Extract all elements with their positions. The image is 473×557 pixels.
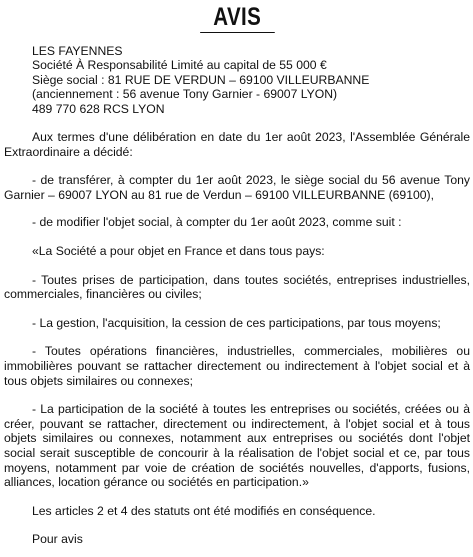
paragraph-operations: - Toutes opérations financières, industrielles, commerciales, mobilières ou immobilières pouvant se rattacher directement ou indirectement à l'objet social et à tous objets similaires ou connexes; — [4, 344, 470, 388]
notice-title: AVIS — [200, 2, 274, 33]
paragraph-management: - La gestion, l'acquisition, la cession de ces participations, par tous moyens; — [32, 315, 441, 330]
company-rcs: 489 770 628 RCS LYON — [32, 101, 165, 116]
title-block — [4, 0, 470, 33]
paragraph-participations: - Toutes prises de participation, dans toutes sociétés, entreprises industrielles, commerciales, financières ou civiles; — [4, 272, 470, 302]
paragraph-deliberation: Aux termes d'une délibération en date du 1er août 2023, l'Assemblée Générale Extraordinaire a décidé: — [4, 130, 470, 159]
paragraph-participation-companies: - La participation de la société à toutes les entreprises ou sociétés, créées ou à créer, pouvant se rattacher, directement ou indirectement, à l'objet social et à tous objets similaires ou connexes, notamment aux entreprises ou sociétés dont l'objet social serait susceptible de concourir à la réalisation de l'objet social et ce, par tous moyens, notamment par voie de création de sociétés nouvelles, d'apports, fusions, alliances, location gérance ou sociétés en participation.» — [4, 402, 470, 490]
paragraph-articles: Les articles 2 et 4 des statuts ont été modifiés en conséquence. — [32, 503, 376, 518]
paragraph-object-intro: «La Société a pour objet en France et dans tous pays: — [32, 244, 325, 258]
paragraph-transfer: - de transférer, à compter du 1er août 2023, le siège social du 56 avenue Tony Garnier – 69007 LYON au 81 rue de Verdun – 69100 VILLEURBANNE (69100), — [4, 173, 470, 202]
company-former-seat: (anciennement : 56 avenue Tony Garnier - 69007 LYON) — [32, 87, 338, 102]
paragraph-sign-off: Pour avis — [32, 532, 83, 547]
company-name: LES FAYENNES — [32, 44, 123, 58]
company-seat: Siège social : 81 RUE DE VERDUN – 69100 VILLEURBANNE — [32, 72, 370, 87]
company-form: Société À Responsabilité Limité au capital de 55 000 € — [32, 58, 327, 73]
company-info — [4, 44, 470, 116]
paragraph-modify-object: - de modifier l'objet social, à compter du 1er août 2023, comme suit : — [32, 215, 402, 230]
